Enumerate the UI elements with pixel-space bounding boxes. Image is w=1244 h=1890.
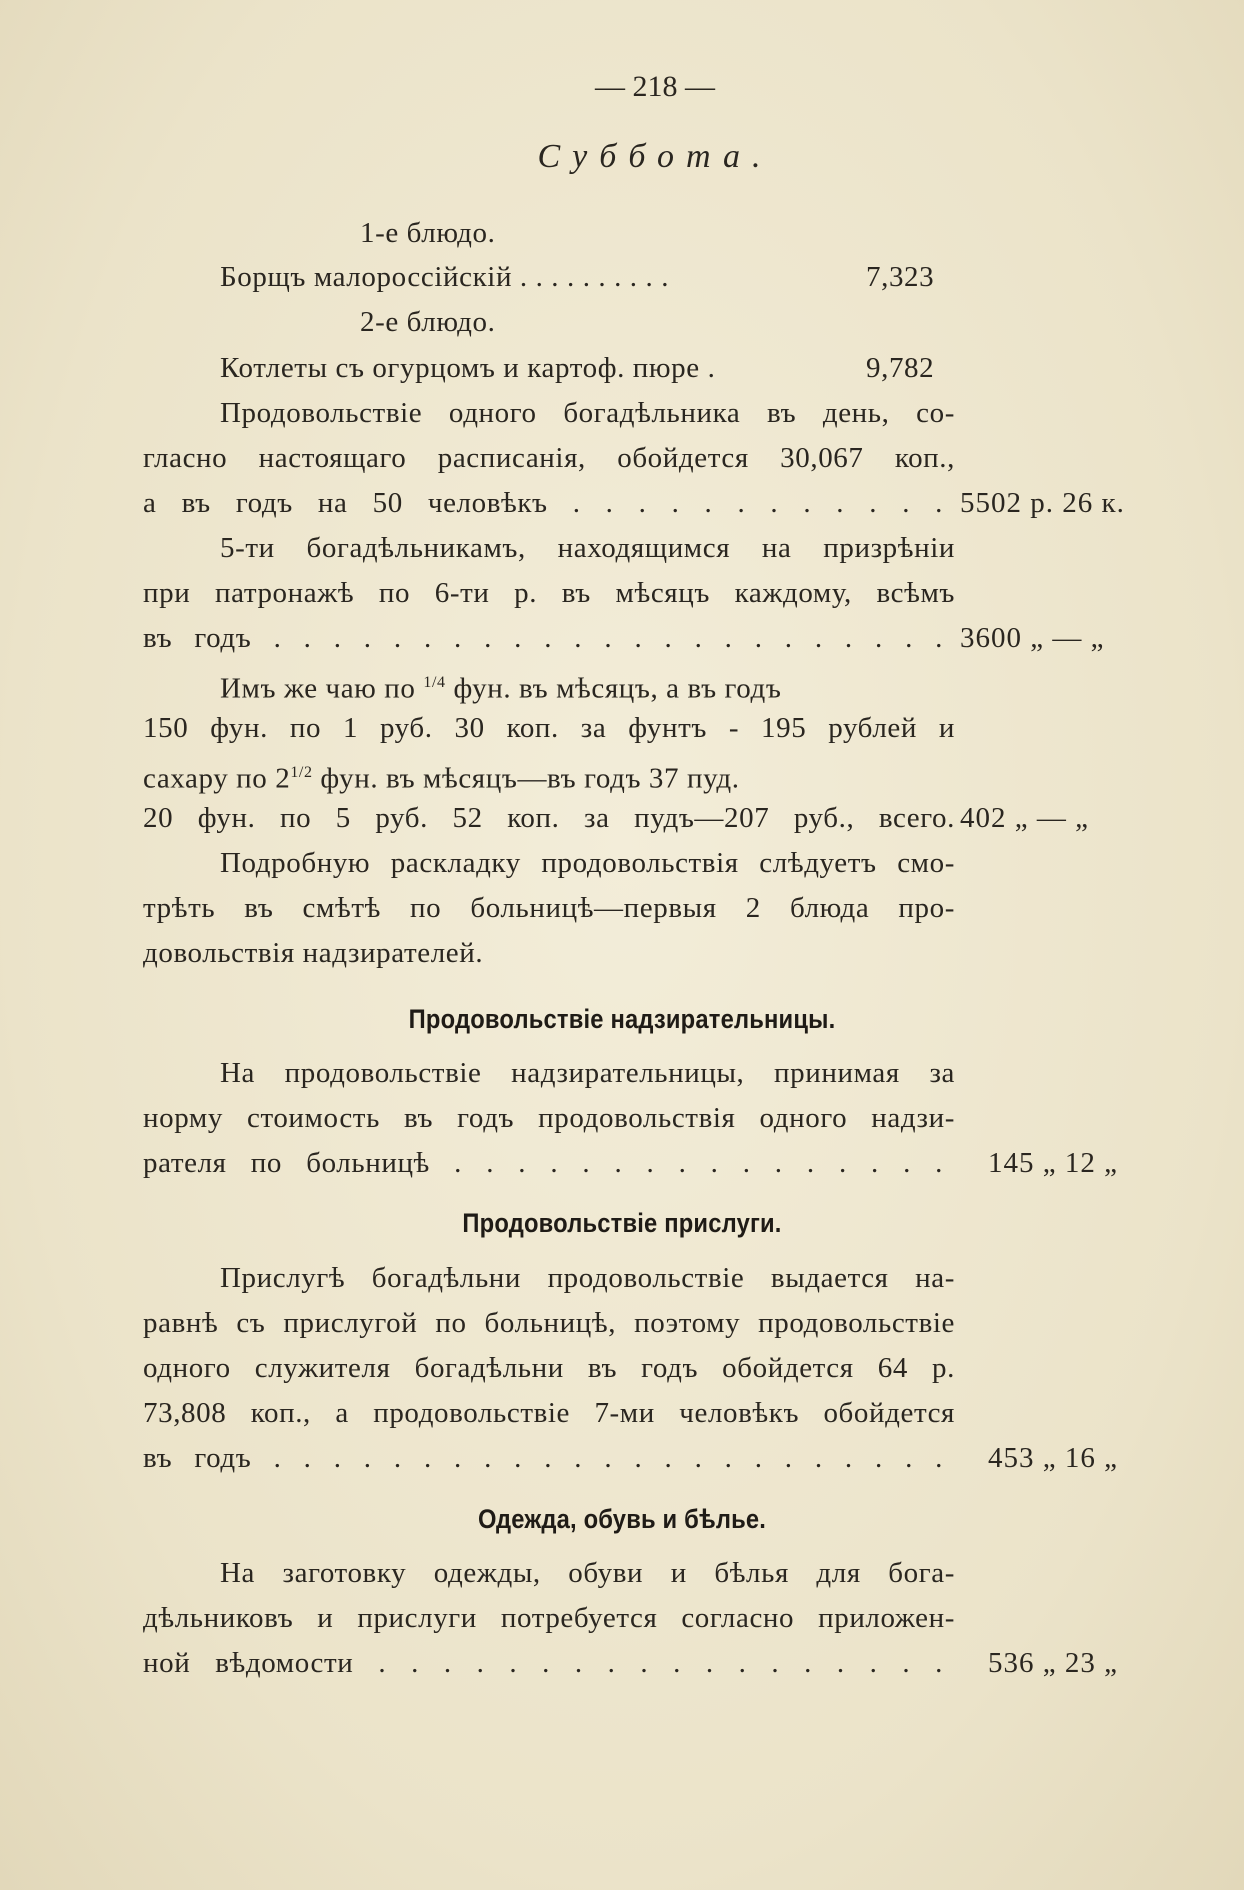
para4-line1: Подробную раскладку продовольствія слѣдуетъ смо- [220,847,955,879]
fraction-quarter: 1/4 [423,674,446,691]
fraction-half: 1/2 [290,764,313,781]
section-heading-servants: Продовольствіе прислуги. [462,1208,782,1238]
para3-amount: 402 „ — „ [960,802,1089,834]
section3-amount: 536 „ 23 „ [988,1647,1118,1679]
section3-line3: ной вѣдомости . . . . . . . . . . . . . . . . . . [143,1647,943,1679]
section-heading-clothing: Одежда, обувь и бѣлье. [477,1504,767,1534]
course1-value: 7,323 [866,261,935,293]
section-heading-matron: Продовольствіе надзирательницы. [408,1004,836,1034]
section3-line2: дѣльниковъ и прислуги потребуется согласно приложен- [143,1602,955,1634]
para2-amount: 3600 „ — „ [960,622,1105,654]
para1-line2: гласно настоящаго расписанія, обойдется 30,067 коп., [143,442,955,474]
section3-line1: На заготовку одежды, обуви и бѣлья для бога- [220,1557,955,1589]
section1-line1: На продовольствіе надзирательницы, принимая за [220,1057,955,1089]
section2-line3: одного служителя богадѣльни въ годъ обойдется 64 р. [143,1352,955,1384]
section2-line2: равнѣ съ прислугой по больницѣ, поэтому продовольствіе [143,1307,955,1339]
page-number: — 218 — [595,70,715,103]
para3-line4: 20 фун. по 5 руб. 52 коп. за пудъ—207 руб., всего. [143,802,955,834]
section2-line5: въ годъ . . . . . . . . . . . . . . . . . . . . . . . [143,1442,943,1474]
course1-dish: Борщъ малороссійскій . . . . . . . . . . [220,261,670,293]
section1-amount: 145 „ 12 „ [988,1147,1118,1179]
para2-line2: при патронажѣ по 6-ти р. въ мѣсяцъ каждому, всѣмъ [143,577,955,609]
para2-line1: 5-ти богадѣльникамъ, находящимся на призрѣніи [220,532,955,564]
section1-line3: рателя по больницѣ . . . . . . . . . . . . . . . . [143,1147,943,1179]
section2-amount: 453 „ 16 „ [988,1442,1118,1474]
para3-line3: сахару по $2^{1/2}$ фун. въ мѣсяцъ—въ годъ 37 пуд. [143,762,740,795]
page-title: Суббота. [537,138,773,175]
course2-dish: Котлеты съ огурцомъ и картоф. пюре . [220,352,716,384]
para3-line2: 150 фун. по 1 руб. 30 коп. за фунтъ - 195 рублей и [143,712,955,744]
para3-line1: Имъ же чаю по $^{1/4}$ фун. въ мѣсяцъ, а въ годъ [220,672,782,705]
para1-line1: Продовольствіе одного богадѣльника въ день, со- [220,397,955,429]
section1-line2: норму стоимость въ годъ продовольствія одного надзи- [143,1102,955,1134]
para1-amount: 5502 р. 26 к. [960,487,1125,519]
course2-value: 9,782 [866,352,935,384]
para1-line3: а въ годъ на 50 человѣкъ . . . . . . . . . . . . [143,487,943,519]
course2-label: 2-е блюдо. [360,306,496,338]
section2-line1: Прислугѣ богадѣльни продовольствіе выдается на- [220,1262,955,1294]
para2-line3: въ годъ . . . . . . . . . . . . . . . . . . . . . . . [143,622,943,654]
section2-line4: 73,808 коп., а продовольствіе 7-ми человѣкъ обойдется [143,1397,955,1429]
para4-line3: довольствія надзирателей. [143,937,484,969]
para4-line2: трѣть въ смѣтѣ по больницѣ—первыя 2 блюда про- [143,892,955,924]
course1-label: 1-е блюдо. [360,217,496,249]
